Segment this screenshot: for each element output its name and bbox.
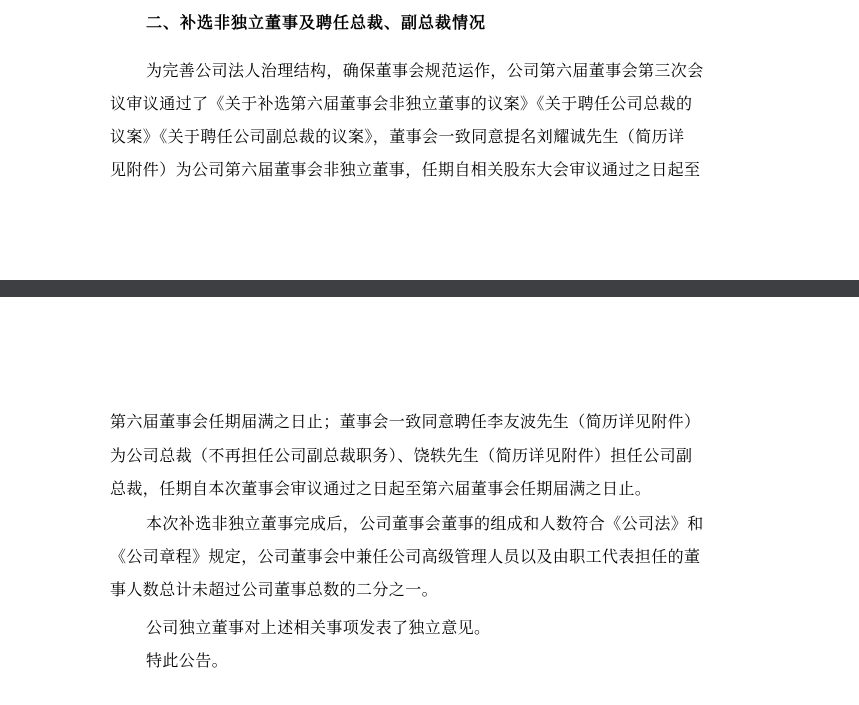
- paragraph-line: 第六届董事会任期届满之日止；董事会一致同意聘任李友波先生（简历详见附件）: [110, 412, 701, 431]
- paragraph-line: 本次补选非独立董事完成后，公司董事会董事的组成和人数符合《公司法》和: [146, 514, 704, 533]
- closing-line: 特此公告。: [146, 651, 229, 670]
- paragraph-line: 《公司章程》规定，公司董事会中兼任公司高级管理人员以及由职工代表担任的董: [110, 547, 701, 566]
- paragraph-line: 见附件）为公司第六届董事会非独立董事，任期自相关股东大会审议通过之日起至: [110, 160, 701, 179]
- paragraph-line: 为完善公司法人治理结构，确保董事会规范运作，公司第六届董事会第三次会: [146, 61, 704, 80]
- paragraph-line: 公司独立董事对上述相关事项发表了独立意见。: [146, 618, 491, 637]
- page-break-divider: [0, 280, 859, 297]
- paragraph-line: 事人数总计未超过公司董事总数的二分之一。: [110, 580, 439, 599]
- section-title: 二、补选非独立董事及聘任总裁、副总裁情况: [146, 13, 487, 32]
- paragraph-line: 议审议通过了《关于补选第六届董事会非独立董事的议案》《关于聘任公司总裁的: [110, 94, 693, 113]
- paragraph-line: 议案》《关于聘任公司副总裁的议案》，董事会一致同意提名刘耀诚先生（简历详: [110, 127, 685, 146]
- paragraph-line: 为公司总裁（不再担任公司副总裁职务）、饶轶先生（简历详见附件）担任公司副: [110, 446, 693, 465]
- paragraph-line: 总裁，任期自本次董事会审议通过之日起至第六届董事会任期届满之日止。: [110, 479, 652, 498]
